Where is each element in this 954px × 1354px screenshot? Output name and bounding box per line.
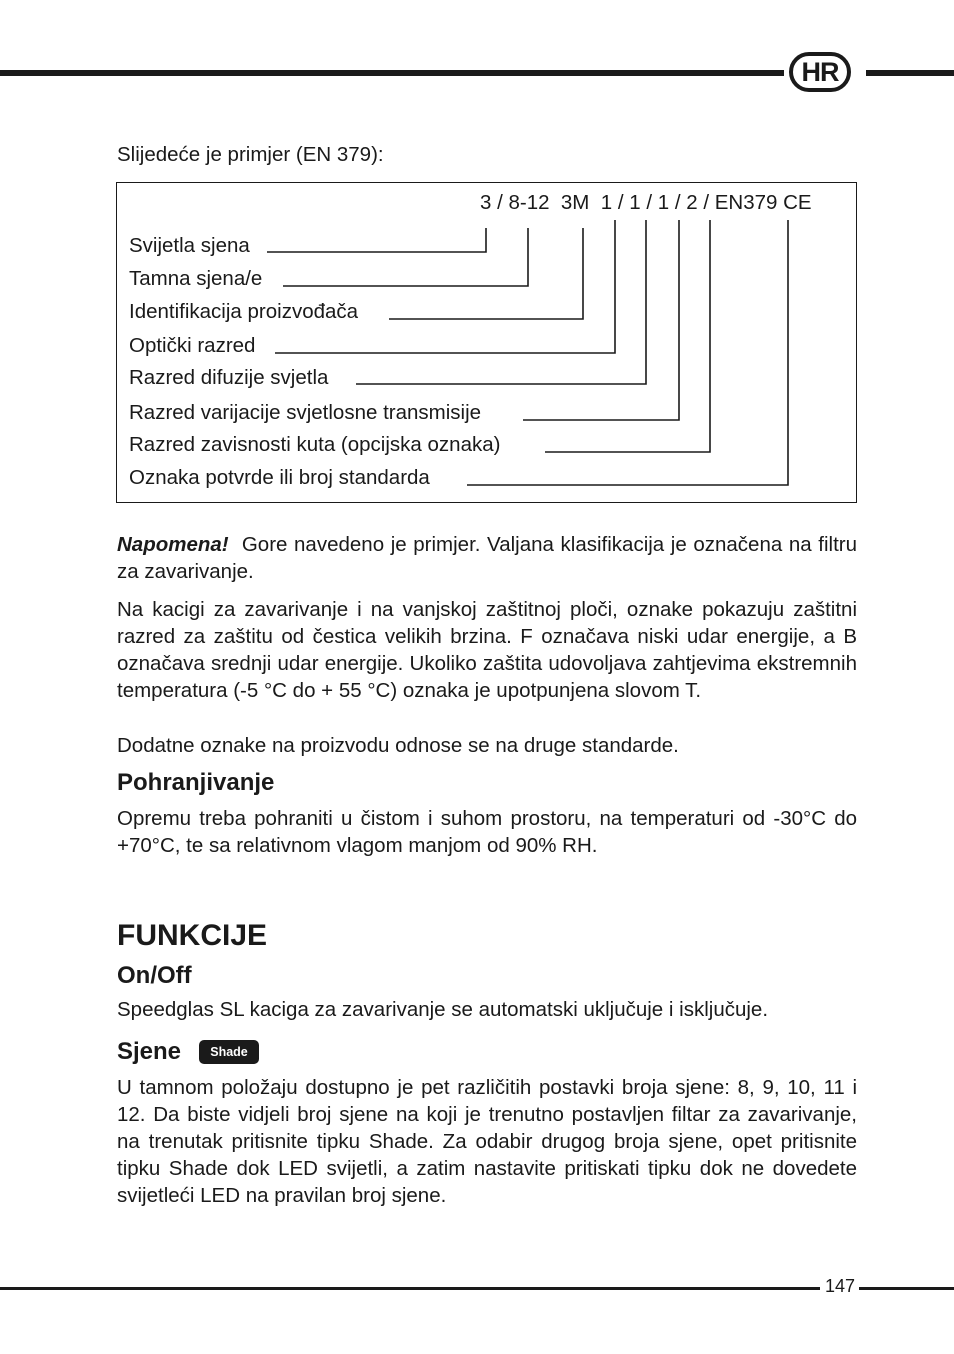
label-certification-mark: Oznaka potvrde ili broj standarda	[129, 466, 430, 489]
leader-line-dark-shade	[283, 228, 528, 286]
marking-code: 3 / 8-12 3M 1 / 1 / 1 / 2 / EN379 CE	[480, 191, 812, 214]
onoff-heading: On/Off	[117, 962, 192, 989]
marking-leader-lines	[0, 0, 954, 520]
functions-heading: FUNKCIJE	[117, 919, 268, 952]
footer-rule-left	[0, 1287, 820, 1290]
leader-line-diffusion-class	[356, 220, 646, 384]
note-paragraph	[117, 531, 857, 585]
onoff-text: Speedglas SL kaciga za zavarivanje se automatski uključuje i isključuje.	[117, 998, 769, 1021]
leader-line-light-shade	[267, 228, 486, 252]
label-optical-class: Optički razred	[129, 334, 256, 357]
helmet-marking-paragraph: Na kacigi za zavarivanje i na vanjskoj zaštitnoj ploči, oznake pokazuju zaštitni razred za zaštitu od čestica velikih brzina. F označava niski udar energije, a B označava srednji udar energije. Ukoliko zaštita udovoljava zahtjevima ekstremnih temperatura (-5 °C do + 55 °C) oznaka je upotpunjena slovom T.	[117, 598, 857, 702]
intro-text: Slijedeće je primjer (EN 379):	[117, 143, 384, 166]
additional-markings-paragraph: Dodatne oznake na proizvodu odnose se na druge standarde.	[117, 734, 679, 757]
note-heading: Napomena!	[117, 533, 229, 556]
storage-text: Opremu treba pohraniti u čistom i suhom prostoru, na temperaturi od -30°C do +70°C, te sa relativnom vlagom manjom od 90% RH.	[117, 807, 857, 857]
language-badge: HR	[789, 52, 851, 92]
label-manufacturer-id: Identifikacija proizvođača	[129, 300, 359, 323]
storage-heading: Pohranjivanje	[117, 769, 275, 796]
page-number: 147	[825, 1276, 856, 1296]
note-text: Gore navedeno je primjer. Valjana klasifikacija je označena na filtru za zavarivanje.	[117, 533, 857, 583]
footer-rule-right	[859, 1287, 954, 1290]
label-dark-shade: Tamna sjena/e	[129, 267, 263, 290]
label-diffusion-class: Razred difuzije svjetla	[129, 366, 329, 389]
label-angle-dependence-class: Razred zavisnosti kuta (opcijska oznaka)	[129, 433, 501, 456]
leader-line-angle-dependence-class	[545, 220, 710, 452]
shade-text: U tamnom položaju dostupno je pet različitih postavki broja sjene: 8, 9, 10, 11 i 12. Da biste vidjeli broj sjene na koji je trenutno postavljen filtar za zavarivanje, na trenutak pritisnite tipku Shade. Za odabir drugog broja sjene, opet pritisnite tipku Shade dok LED svijetli, a zatim nastavite pritiskati tipku dok ne dovedete svijetleći LED na pravilan broj sjene.	[117, 1076, 857, 1207]
label-transmission-variation-class: Razred varijacije svjetlosne transmisije	[129, 401, 482, 424]
shade-heading: Sjene	[117, 1038, 182, 1065]
label-light-shade: Svijetla sjena	[129, 234, 250, 257]
leader-line-transmission-variation-class	[523, 220, 679, 420]
shade-button-icon: Shade	[199, 1040, 259, 1064]
